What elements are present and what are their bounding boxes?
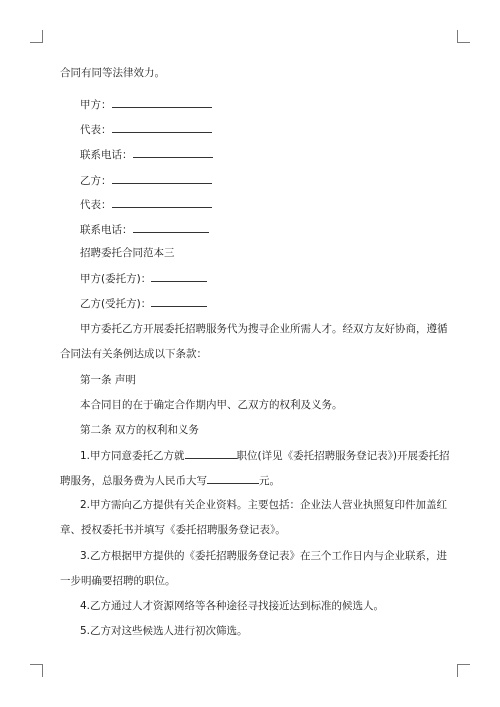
body-line (80, 398, 343, 412)
heading-text: 第二条 双方的权利和义务 (80, 424, 199, 436)
body-line (80, 599, 384, 613)
body-line (80, 498, 447, 512)
body-text: 合同法有关条例达成以下条款： (60, 348, 207, 360)
field-label: 联系电话： (80, 224, 133, 236)
blank-underline (133, 222, 209, 233)
blank-underline (207, 473, 259, 484)
blank-underline (112, 173, 212, 184)
field-label: 联系电话： (80, 149, 133, 161)
body-text: 3.乙方根据甲方提供的《委托招聘服务登记表》在三个工作日内与企业联系，进 (80, 550, 448, 562)
crop-mark-top-right (457, 30, 470, 43)
blank-underline (151, 271, 207, 282)
section-heading (80, 246, 175, 260)
crop-mark-top-left (30, 30, 43, 43)
blank-underline (133, 147, 213, 158)
blank-underline (185, 448, 237, 459)
field-label: 甲方(委托方)： (80, 273, 152, 285)
body-text: 职位(详见《委托招聘服务登记表》)开展委托招 (236, 450, 450, 462)
body-text: 1.甲方同意委托乙方就 (80, 450, 185, 462)
blank-underline (112, 197, 212, 208)
body-text: 合同有同等法律效力。 (60, 67, 165, 79)
party-b-rep-line (80, 197, 212, 212)
article-heading (80, 373, 136, 387)
article-heading (80, 423, 199, 437)
body-text: 一步明确要招聘的职位。 (60, 575, 176, 587)
agent-line (80, 296, 207, 311)
blank-underline (112, 122, 212, 133)
body-line (80, 322, 448, 336)
heading-text: 招聘委托合同范本三 (80, 247, 175, 259)
body-line (80, 448, 449, 463)
body-line (80, 624, 248, 638)
heading-text: 第一条 声明 (80, 374, 136, 386)
body-line (60, 523, 286, 537)
party-a-phone-line (80, 147, 213, 162)
party-b-line (80, 173, 212, 188)
body-line (60, 574, 176, 588)
blank-underline (151, 296, 207, 307)
field-label: 代表： (80, 124, 112, 136)
body-text: 甲方委托乙方开展委托招聘服务代为搜寻企业所需人才。经双方友好协商，遵循 (80, 323, 448, 335)
body-text: 2.甲方需向乙方提供有关企业资料。主要包括：企业法人营业执照复印件加盖红 (80, 499, 448, 511)
field-label: 乙方(受托方)： (80, 298, 152, 310)
body-line (80, 549, 447, 563)
body-text: 4.乙方通过人才资源网络等各种途径寻找接近达到标准的候选人。 (80, 600, 385, 612)
blank-underline (112, 97, 212, 108)
party-a-line (80, 97, 212, 112)
body-text: 聘服务，总服务费为人民币大写 (60, 475, 207, 487)
client-line (80, 271, 207, 286)
body-line (60, 66, 165, 80)
body-text: 5.乙方对这些候选人进行初次筛选。 (80, 625, 248, 637)
field-label: 乙方： (80, 175, 112, 187)
crop-mark-bottom-left (30, 664, 43, 677)
party-a-rep-line (80, 122, 212, 137)
field-label: 代表： (80, 199, 112, 211)
party-b-phone-line (80, 222, 209, 237)
body-text: 章、授权委托书并填写《委托招聘服务登记表》。 (60, 524, 286, 536)
body-text: 本合同目的在于确定合作期内甲、乙双方的权利及义务。 (80, 399, 343, 411)
body-line (60, 347, 207, 361)
crop-mark-bottom-right (457, 664, 470, 677)
body-text: 元。 (259, 475, 280, 487)
body-line (60, 473, 280, 488)
field-label: 甲方： (80, 99, 112, 111)
